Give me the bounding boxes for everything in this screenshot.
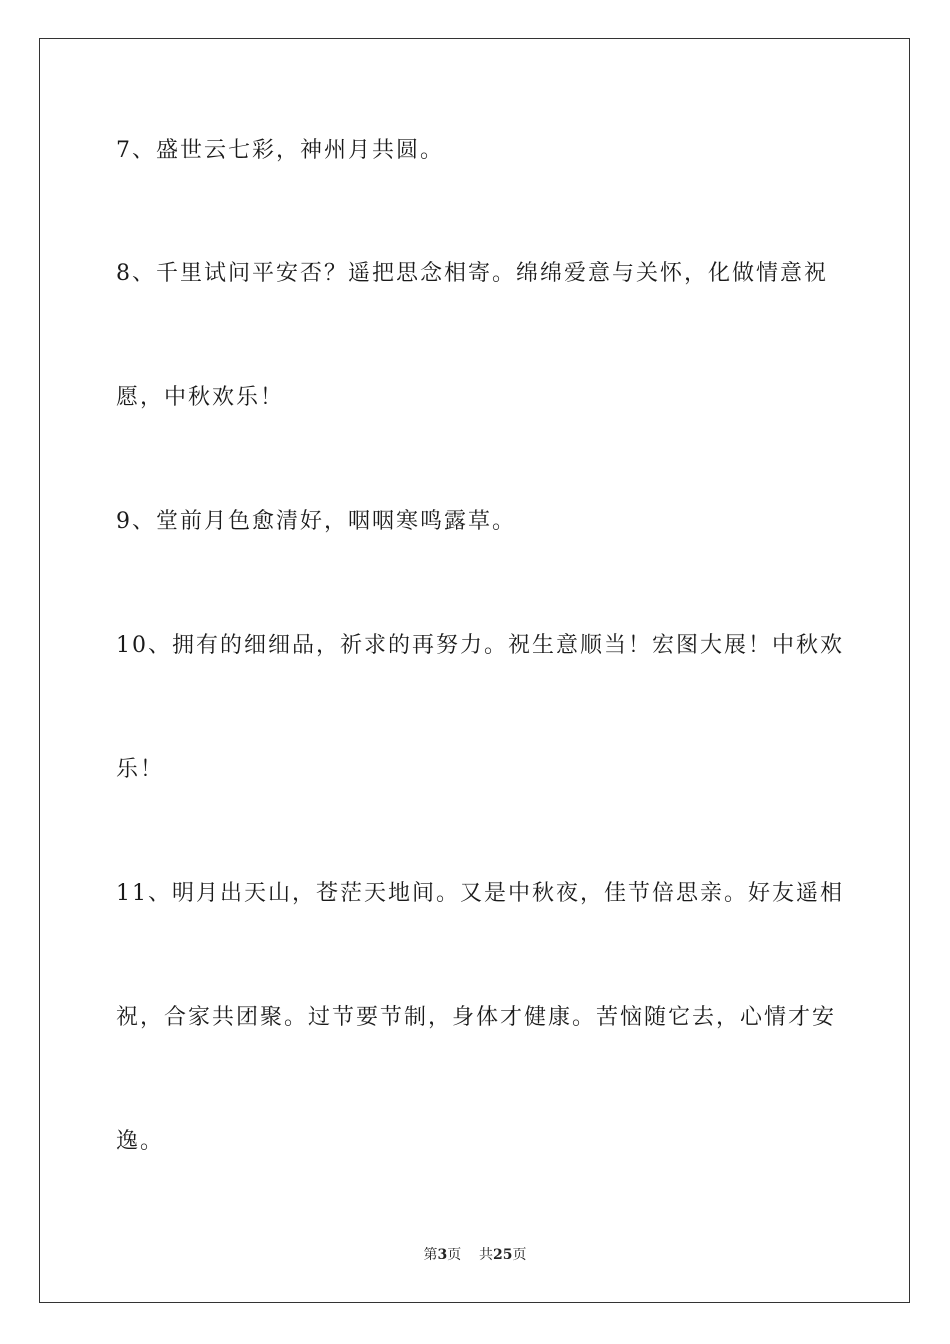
text-line-1: 7、盛世云七彩，神州月共圆。 — [116, 138, 444, 163]
total-suffix: 页 — [512, 1247, 527, 1263]
text-line-9: 逸。 — [116, 1129, 165, 1154]
page-prefix: 第 — [423, 1247, 438, 1263]
text-line-4: 9、堂前月色愈清好，咽咽寒鸣露草。 — [116, 509, 516, 534]
text-line-3: 愿，中秋欢乐！ — [116, 385, 285, 410]
page-footer — [0, 1246, 950, 1264]
page-number: 3 — [437, 1247, 448, 1263]
text-line-5: 10、拥有的细细品，祈求的再努力。祝生意顺当！宏图大展！中秋欢 — [116, 633, 844, 658]
page-frame — [39, 38, 910, 1303]
text-line-8: 祝，合家共团聚。过节要节制，身体才健康。苦恼随它去，心情才安 — [116, 1005, 837, 1030]
page-suffix: 页 — [447, 1247, 462, 1263]
text-line-2: 8、千里试问平安否？遥把思念相寄。绵绵爱意与关怀，化做情意祝 — [116, 261, 828, 286]
text-line-6: 乐！ — [116, 757, 165, 782]
total-pages: 25 — [493, 1247, 513, 1263]
text-line-7: 11、明月出天山，苍茫天地间。又是中秋夜，佳节倍思亲。好友遥相 — [116, 881, 844, 906]
total-prefix: 共 — [479, 1247, 494, 1263]
